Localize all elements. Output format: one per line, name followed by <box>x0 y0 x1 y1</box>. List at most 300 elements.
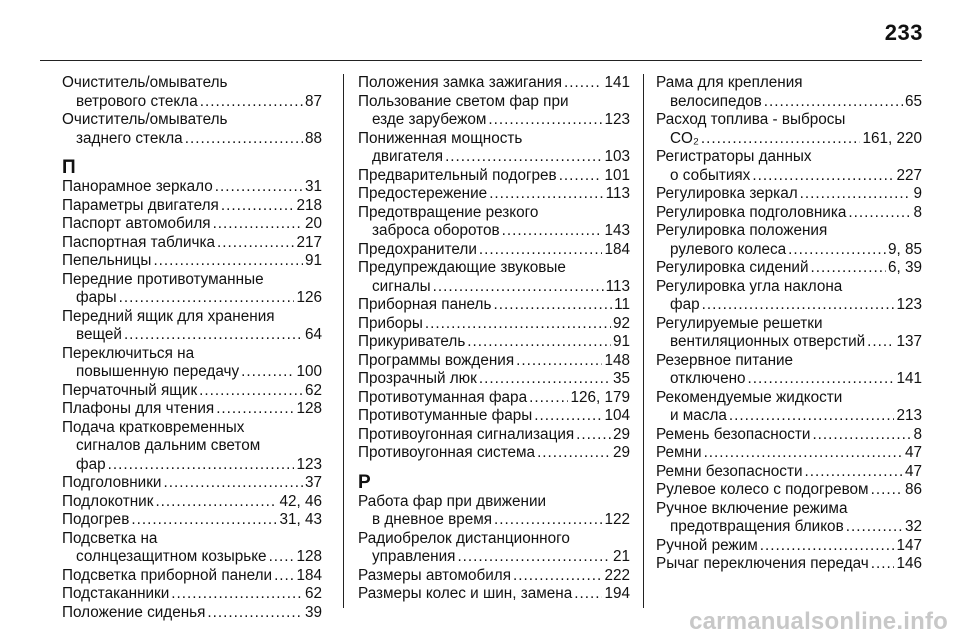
index-entry-line <box>358 444 630 463</box>
dot-leader <box>576 426 611 445</box>
index-entry-line <box>62 567 322 586</box>
index-entry-line <box>656 333 922 352</box>
dot-leader <box>241 363 294 382</box>
index-term: Предварительный подогрев <box>358 166 557 184</box>
page-reference: 194 <box>604 585 630 602</box>
index-entry-line <box>656 259 922 278</box>
index-entry-line <box>358 426 630 445</box>
index-entry <box>656 185 922 204</box>
index-entry-line <box>358 352 630 371</box>
section-letter: П <box>62 157 76 178</box>
page-reference: 9 <box>913 185 922 202</box>
page-reference: 88 <box>304 129 322 147</box>
index-entry-line <box>656 167 922 186</box>
index-term: Программы вождения <box>358 351 515 369</box>
dot-leader <box>131 511 277 530</box>
index-entry-line <box>358 93 630 112</box>
dot-leader <box>559 167 603 186</box>
page-reference: 9, 85 <box>887 240 922 258</box>
index-term: Противотуманные фары <box>358 407 533 424</box>
page-reference: 29 <box>612 425 630 443</box>
index-term: Рычаг переключения передач <box>656 555 869 572</box>
dot-leader <box>163 474 303 493</box>
dot-leader <box>221 197 295 216</box>
page-reference: 8 <box>913 203 922 221</box>
page-reference: 47 <box>904 462 922 480</box>
dot-leader <box>215 178 303 197</box>
index-term: Прозрачный люк <box>358 370 477 387</box>
index-entry <box>358 296 630 315</box>
index-entry-line <box>358 493 630 512</box>
index-entry <box>656 315 922 352</box>
dot-leader <box>155 493 277 512</box>
dot-leader <box>529 389 568 408</box>
index-entry-line <box>62 474 322 493</box>
page-reference: 31, 43 <box>279 511 322 528</box>
index-entry-line <box>656 444 922 463</box>
index-term: вещей <box>76 326 122 343</box>
index-entry <box>358 389 630 408</box>
dot-leader <box>805 463 903 482</box>
index-entry <box>62 271 322 308</box>
index-entry <box>656 148 922 185</box>
index-entry <box>62 74 322 111</box>
index-entry <box>62 111 322 148</box>
page-reference: 147 <box>896 536 922 554</box>
dot-leader <box>185 130 303 149</box>
dot-leader <box>199 382 303 401</box>
index-term: велосипедов <box>670 92 762 110</box>
index-entry-line <box>62 511 322 530</box>
index-entry <box>358 493 630 530</box>
page-reference: 31 <box>304 178 322 195</box>
index-term: Положения замка зажигания <box>358 74 563 91</box>
index-entry <box>358 185 630 204</box>
page-reference: 113 <box>605 277 630 295</box>
index-term: фар <box>670 296 700 313</box>
dot-leader <box>811 259 886 278</box>
index-entry <box>62 419 322 475</box>
dot-leader <box>489 185 603 204</box>
index-term: Подлокотник <box>62 492 154 510</box>
page-reference: 62 <box>304 381 322 399</box>
index-term: Противоугонная система <box>358 444 536 461</box>
index-entry-line <box>656 296 922 315</box>
index-entry-line <box>62 382 322 401</box>
index-term: повышенную передачу <box>76 363 240 380</box>
index-term: Работа фар при движении <box>358 492 547 510</box>
index-term: Пониженная мощность <box>358 129 523 147</box>
page-reference: 37 <box>304 474 322 491</box>
index-entry <box>358 130 630 167</box>
page-reference: 227 <box>896 166 922 184</box>
index-entry-line <box>62 197 322 216</box>
dot-leader <box>467 333 611 352</box>
dot-leader <box>207 604 303 623</box>
index-entry-line <box>358 259 630 278</box>
index-entry-line <box>358 167 630 186</box>
dot-leader <box>871 555 895 574</box>
index-entry <box>62 585 322 604</box>
index-entry-line <box>656 407 922 426</box>
index-term: Параметры двигателя <box>62 196 219 214</box>
index-term: управления <box>372 548 456 565</box>
page-reference: 137 <box>896 333 922 350</box>
index-term: и масла <box>670 407 727 424</box>
index-term: Противотуманная фара <box>358 388 528 406</box>
index-entry-line <box>656 426 922 445</box>
page-reference: 29 <box>612 444 630 461</box>
index-term: Перчаточный ящик <box>62 381 198 399</box>
index-entry-line <box>62 437 322 456</box>
index-term: Радиобрелок дистанционного <box>358 529 570 547</box>
page-reference: 122 <box>604 511 630 528</box>
index-term: Размеры автомобиля <box>358 566 511 584</box>
index-term: Паспортная табличка <box>62 233 215 251</box>
index-term: Прикуриватель <box>358 333 466 350</box>
dot-leader <box>537 444 611 463</box>
index-entry <box>62 178 322 197</box>
page-reference: 218 <box>296 196 322 214</box>
page-reference: 213 <box>896 407 922 424</box>
index-term: Ручное включение режима <box>656 499 848 517</box>
column-divider-1 <box>343 74 344 608</box>
index-entry <box>656 389 922 426</box>
page-reference: 103 <box>604 148 630 165</box>
index-entry-line <box>62 252 322 271</box>
dot-leader <box>445 148 602 167</box>
page-reference: 126, 179 <box>570 388 630 406</box>
index-entry-line <box>358 370 630 389</box>
index-column-3 <box>656 74 922 574</box>
index-term: предотвращения бликов <box>670 518 844 535</box>
index-entry-line <box>656 463 922 482</box>
index-entry <box>358 241 630 260</box>
index-entry-line <box>656 74 922 93</box>
page-reference: 64 <box>304 326 322 343</box>
index-term: Регулировка подголовника <box>656 203 847 221</box>
page-reference: 91 <box>304 252 322 269</box>
index-entry-line <box>62 419 322 438</box>
index-entry <box>656 426 922 445</box>
index-term: Предохранители <box>358 240 477 258</box>
dot-leader <box>760 537 895 556</box>
dot-leader <box>534 407 602 426</box>
index-entry-line <box>656 500 922 519</box>
dot-leader <box>848 204 911 223</box>
section-letter: Р <box>358 471 371 493</box>
column-divider-2 <box>643 74 644 608</box>
page-reference: 47 <box>904 444 922 461</box>
index-term: Подогрев <box>62 511 130 528</box>
dot-leader <box>729 407 895 426</box>
index-entry-line <box>656 148 922 167</box>
index-entry <box>358 407 630 426</box>
index-entry-line <box>656 389 922 408</box>
dot-leader <box>502 222 603 241</box>
index-entry <box>62 604 322 623</box>
index-entry <box>358 585 630 604</box>
index-term: Предостережение <box>358 185 488 202</box>
index-entry <box>358 315 630 334</box>
index-entry-line <box>62 585 322 604</box>
index-entry-line <box>62 289 322 308</box>
dot-leader <box>457 548 611 567</box>
dot-leader <box>494 511 602 530</box>
index-entry <box>656 222 922 259</box>
index-entry-line <box>358 148 630 167</box>
index-entry-line <box>62 74 322 93</box>
index-term: Расход топлива - выбросы <box>656 111 846 128</box>
index-entry-line <box>358 296 630 315</box>
page-reference: 148 <box>604 351 630 369</box>
index-entry-line <box>62 178 322 197</box>
index-entry-line <box>656 111 922 130</box>
page-reference: 184 <box>604 240 630 258</box>
index-entry-line <box>62 234 322 253</box>
page-reference: 65 <box>904 92 922 110</box>
index-entry-line <box>62 326 322 345</box>
index-entry-line <box>358 530 630 549</box>
index-term: Ручной режим <box>656 536 758 554</box>
page-reference: 42, 46 <box>279 492 322 510</box>
index-entry-line <box>358 333 630 352</box>
page-reference: 128 <box>296 548 322 565</box>
page-number: 233 <box>884 20 923 45</box>
index-term: Ремни безопасности <box>656 462 803 480</box>
index-entry <box>62 197 322 216</box>
index-entry-line <box>656 241 922 260</box>
dot-leader <box>217 234 294 253</box>
index-entry-line <box>358 185 630 204</box>
index-term: отключено <box>670 370 746 387</box>
dot-leader <box>702 296 895 315</box>
page-reference: 8 <box>913 425 922 443</box>
index-entry <box>358 93 630 130</box>
page-reference: 123 <box>896 296 922 313</box>
index-term: Паспорт автомобиля <box>62 215 211 232</box>
index-entry-line <box>62 93 322 112</box>
index-term: Подача кратковременных <box>62 418 245 436</box>
dot-leader <box>788 241 886 260</box>
dot-leader <box>701 130 861 149</box>
index-term: Очиститель/омыватель <box>62 74 228 91</box>
index-entry <box>62 400 322 419</box>
index-entry <box>656 74 922 111</box>
page-reference: 87 <box>304 92 322 110</box>
index-term: Переключиться на <box>62 344 195 362</box>
index-term: Регулировка угла наклона <box>656 277 843 295</box>
dot-leader <box>800 185 912 204</box>
index-term: о событиях <box>670 166 751 184</box>
index-entry-line <box>656 315 922 334</box>
index-entry <box>358 426 630 445</box>
page-reference: 92 <box>612 314 630 332</box>
index-term: Регулировка зеркал <box>656 185 798 202</box>
index-column-2 <box>358 74 630 604</box>
dot-leader <box>200 93 303 112</box>
page-reference: 11 <box>614 296 630 313</box>
index-entry <box>62 215 322 234</box>
index-entry <box>656 444 922 463</box>
index-term: Предупреждающие звуковые <box>358 259 566 276</box>
dot-leader <box>171 585 303 604</box>
page-reference: 35 <box>612 370 630 387</box>
index-term: Размеры колес и шин, замена <box>358 585 573 602</box>
index-entry <box>62 474 322 493</box>
index-entry <box>62 511 322 530</box>
page-reference: 20 <box>304 215 322 232</box>
dot-leader <box>479 370 611 389</box>
dot-leader <box>493 296 612 315</box>
index-term: Регистраторы данных <box>656 148 812 165</box>
page-reference: 32 <box>904 518 922 535</box>
index-term: Приборы <box>358 314 423 332</box>
index-entry <box>656 537 922 556</box>
index-term: солнцезащитном козырьке <box>76 548 267 565</box>
index-entry <box>358 567 630 586</box>
index-term: сигналов дальним светом <box>76 437 261 454</box>
index-entry-line <box>656 555 922 574</box>
page-reference: 39 <box>304 603 322 621</box>
index-term: Подсветка приборной панели <box>62 566 273 584</box>
dot-leader <box>812 426 911 445</box>
index-entry <box>358 444 630 463</box>
dot-leader <box>425 315 611 334</box>
index-term: заброса оборотов <box>372 222 500 239</box>
index-term: Панорамное зеркало <box>62 178 213 195</box>
index-entry-line <box>62 345 322 364</box>
page-reference: 184 <box>296 566 322 584</box>
index-entry <box>62 382 322 401</box>
index-entry-line <box>62 604 322 623</box>
index-term: в дневное время <box>372 511 493 528</box>
index-term: Очиститель/омыватель <box>62 111 228 128</box>
index-entry-line <box>656 222 922 241</box>
index-entry-line <box>62 271 322 290</box>
index-term: заднего стекла <box>76 129 183 147</box>
index-entry-line <box>358 204 630 223</box>
page-reference: 86 <box>904 481 922 498</box>
index-entry-line <box>358 241 630 260</box>
index-entry-line <box>62 530 322 549</box>
index-entry-line <box>62 308 322 327</box>
index-term: Рама для крепления <box>656 74 803 91</box>
dot-leader <box>752 167 894 186</box>
index-term: Противоугонная сигнализация <box>358 425 575 443</box>
index-term: ветрового стекла <box>76 92 198 110</box>
index-entry <box>62 530 322 567</box>
index-column-1 <box>62 74 322 622</box>
index-entry <box>62 252 322 271</box>
index-term: Положение сиденья <box>62 603 206 621</box>
index-entry-line <box>358 511 630 530</box>
index-entry-line <box>358 407 630 426</box>
index-term: Ремень безопасности <box>656 425 811 443</box>
index-entry <box>62 567 322 586</box>
index-entry <box>358 370 630 389</box>
dot-leader <box>488 111 602 130</box>
page-reference: 123 <box>296 455 322 473</box>
index-entry-line <box>62 548 322 567</box>
index-entry <box>656 259 922 278</box>
page-reference: 62 <box>304 585 322 602</box>
index-term: Передние противотуманные <box>62 270 264 288</box>
index-term: Ремни <box>656 444 702 461</box>
index-term: Плафоны для чтения <box>62 400 215 417</box>
index-entry-line <box>358 111 630 130</box>
index-entry <box>358 167 630 186</box>
index-term: Предотвращение резкого <box>358 203 539 221</box>
index-term: Передний ящик для хранения <box>62 307 275 325</box>
index-entry <box>656 555 922 574</box>
page-reference: 128 <box>296 400 322 417</box>
index-entry-line <box>656 185 922 204</box>
index-term: Регулировка сидений <box>656 259 809 276</box>
index-entry-line <box>62 215 322 234</box>
page-reference: 217 <box>296 233 322 251</box>
index-entry-line <box>656 204 922 223</box>
index-entry <box>358 74 630 93</box>
index-term: Регулируемые решетки <box>656 314 823 332</box>
page-reference: 100 <box>296 363 322 380</box>
index-term: Подсветка на <box>62 529 158 547</box>
index-term: сигналы <box>372 277 431 295</box>
dot-leader <box>433 278 604 297</box>
index-term: фар <box>76 455 106 473</box>
index-entry-line <box>358 74 630 93</box>
index-entry-line <box>656 130 922 149</box>
index-entry <box>358 530 630 567</box>
index-entry <box>358 352 630 371</box>
index-entry-line <box>358 567 630 586</box>
dot-leader <box>846 518 903 537</box>
index-entry-line <box>358 389 630 408</box>
index-entry-line <box>656 518 922 537</box>
index-entry <box>656 111 922 148</box>
page-reference: 222 <box>604 566 630 584</box>
index-entry <box>656 204 922 223</box>
dot-leader <box>108 456 295 475</box>
index-term: CO₂ <box>670 129 699 147</box>
index-entry <box>358 333 630 352</box>
index-term: двигателя <box>372 148 444 165</box>
page-reference: 104 <box>604 407 630 424</box>
index-entry-line <box>358 315 630 334</box>
index-entry-line <box>358 548 630 567</box>
index-entry-line <box>656 278 922 297</box>
index-term: Подстаканники <box>62 585 170 602</box>
header-rule <box>40 60 922 61</box>
watermark: carmanualsonline.info <box>689 608 948 635</box>
index-entry-line <box>656 93 922 112</box>
index-term: Рекомендуемые жидкости <box>656 388 843 406</box>
index-term: рулевого колеса <box>670 240 787 258</box>
index-term: Подголовники <box>62 474 162 491</box>
index-term: вентиляционных отверстий <box>670 333 866 350</box>
dot-leader <box>216 400 294 419</box>
index-entry <box>656 278 922 315</box>
index-entry-line <box>62 493 322 512</box>
page-reference: 123 <box>604 111 630 128</box>
page-reference: 91 <box>612 333 630 350</box>
index-term: Пользование светом фар при <box>358 92 569 110</box>
page-reference: 21 <box>612 548 630 565</box>
index-entry-line <box>358 222 630 241</box>
dot-leader <box>124 326 303 345</box>
index-entry <box>358 259 630 296</box>
dot-leader <box>871 481 903 500</box>
